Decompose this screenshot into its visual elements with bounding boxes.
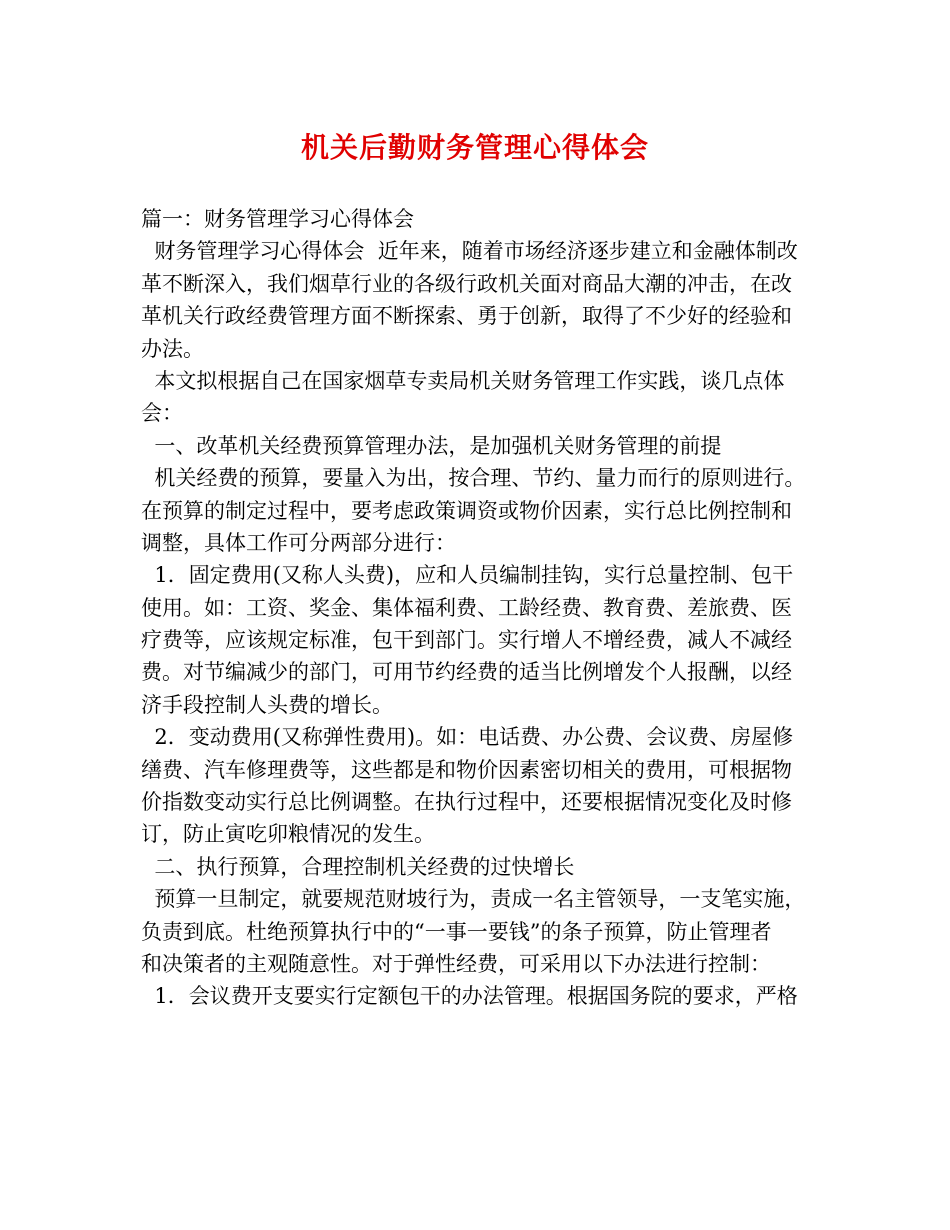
document-body <box>141 203 823 1013</box>
paragraph-line: 调整，具体工作可分两部分进行： <box>141 530 456 555</box>
document-title: 机关后勤财务管理心得体会 <box>300 131 649 164</box>
paragraph-line: 二、执行预算，合理控制机关经费的过快增长 <box>141 854 575 879</box>
paragraph-line: 在预算的制定过程中，要考虑政策调资或物价因素，实行总比例控制和 <box>141 498 792 523</box>
paragraph-line: 一、改革机关经费预算管理办法，是加强机关财务管理的前提 <box>141 433 722 458</box>
paragraph-line: 和决策者的主观随意性。对于弹性经费，可采用以下办法进行控制： <box>141 951 771 976</box>
paragraph-line: 缮费、汽车修理费等，这些都是和物价因素密切相关的费用，可根据物 <box>141 757 792 782</box>
paragraph-line: 办法。 <box>141 336 204 361</box>
paragraph-line: 1．会议费开支要实行定额包干的办法管理。根据国务院的要求，严格 <box>141 984 798 1009</box>
paragraph-line: 使用。如：工资、奖金、集体福利费、工龄经费、教育费、差旅费、医 <box>141 595 792 620</box>
paragraph-line: 价指数变动实行总比例调整。在执行过程中，还要根据情况变化及时修 <box>141 790 792 815</box>
paragraph-line: 财务管理学习心得体会 近年来，随着市场经济逐步建立和金融体制改 <box>141 239 798 264</box>
paragraph-line: 济手段控制人头费的增长。 <box>141 692 393 717</box>
paragraph-line: 本文拟根据自己在国家烟草专卖局机关财务管理工作实践，谈几点体 <box>141 368 785 393</box>
paragraph-line: 革不断深入，我们烟草行业的各级行政机关面对商品大潮的冲击，在改 <box>141 271 792 296</box>
paragraph-line: 预算一旦制定，就要规范财坡行为，责成一名主管领导，一支笔实施， <box>141 887 806 912</box>
paragraph-line: 疗费等，应该规定标准，包干到部门。实行增人不增经费，减人不减经 <box>141 628 792 653</box>
paragraph-line: 会： <box>141 401 183 426</box>
paragraph-line: 机关经费的预算，要量入为出，按合理、节约、量力而行的原则进行。 <box>141 466 806 491</box>
paragraph-line: 费。对节编减少的部门，可用节约经费的适当比例增发个人报酬，以经 <box>141 660 792 685</box>
paragraph-line: 订，防止寅吃卯粮情况的发生。 <box>141 822 435 847</box>
paragraph-line: 负责到底。杜绝预算执行中的“一事一要钱”的条子预算，防止管理者 <box>141 919 772 944</box>
paragraph-line: 篇一：财务管理学习心得体会 <box>141 207 414 231</box>
paragraph-line: 革机关行政经费管理方面不断探索、勇于创新，取得了不少好的经验和 <box>141 304 792 329</box>
paragraph-line: 2．变动费用(又称弹性费用)。如：电话费、办公费、会议费、房屋修 <box>141 725 794 750</box>
paragraph-line: 1．固定费用(又称人头费)，应和人员编制挂钩，实行总量控制、包干 <box>141 563 794 588</box>
